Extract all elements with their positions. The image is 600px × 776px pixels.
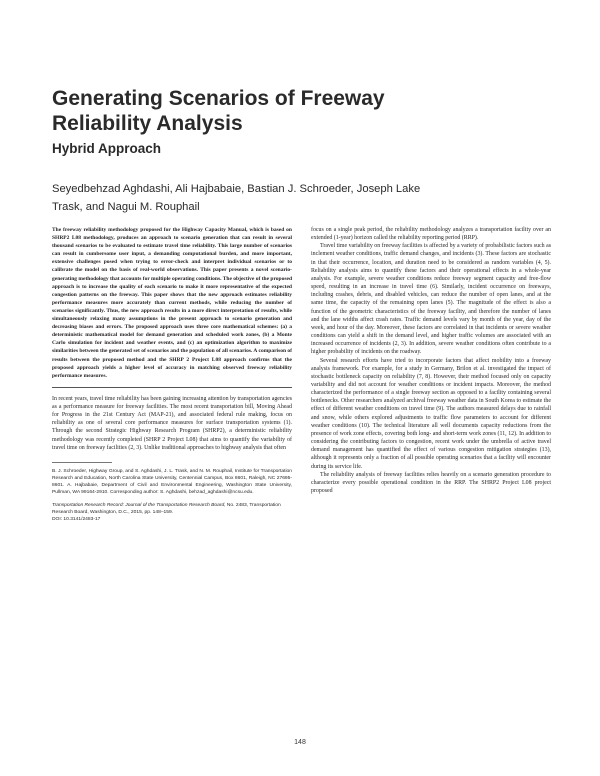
footnote-divider — [52, 462, 112, 463]
right-body — [311, 226, 551, 495]
author-affiliations: B. J. Schroeder, Highway Group, and S. Aghdashi, J. L. Trask, and N. M. Rouphail, Institute for Transportation Research and Education, North Carolina State University, Centennial Campus, Box 8601, Raleigh, NC 27695-8601. A. Hajbabaie, Department of Civil and Environmental Engineering, Washington State University, Pullman, WA 99164-2910. Corresponding author: S. Aghdashi, behzad_aghdashi@ncsu.edu. — [52, 468, 292, 496]
journal-citation — [52, 502, 292, 524]
body-paragraph: The reliability analysis of freeway facilities relies heavily on a scenario generation procedure to characterize every possible operational condition in the RRP. The SHRP2 Project L08 project proposed — [311, 471, 551, 494]
citation-journal: Transportation Research Record: Journal of the Transportation Research Board, — [52, 502, 226, 508]
page-number: 148 — [294, 739, 306, 746]
body-paragraph: In recent years, travel time reliability has been gaining increasing attention by transportation agencies as a performance measure for freeway facilities. The most recent transportation bill, Moving Ahead for Progress in the 21st Century Act (MAP-21), and associated federal rule making, focus on reliability as one of several core performance measures for surface transportation systems (1). Through the second Strategic Highway Research Program (SHRP2), a deterministic reliability methodology was recently completed (SHRP 2 Project L08) that aims to quantify the variability of travel time on freeway facilities (2, 3). Unlike traditional approaches to highway analysis that often — [52, 395, 292, 451]
body-paragraph: focus on a single peak period, the reliability methodology analyzes a transportation facility over an extended (1-year) horizon called the reliability reporting period (RRP). — [311, 227, 551, 242]
left-column — [52, 226, 292, 523]
body-paragraph: Travel time variability on freeway facilities is affected by a variety of probabilistic factors such as inclement weather conditions, traffic demand changes, and incidents (3). These factors are stochastic in that their occurrence, location, and duration need to be considered as random variables (4, 5). Reliability analysis aims to quantify these factors and their operational effects in a whole-year analysis. For example, severe weather conditions reduce freeway segment capacity and free-flow speed, resulting in an increase in travel time (6). Similarly, incident occurrence on freeways, including crashes, debris, and disabled vehicles, can reduce the number of open lanes, and at the same time, the capacity of the remaining open lanes (5). The magnitude of the effect is also a function of the geometric characteristics of the freeway facility, and therefore the number of lanes and the lane widths affect crash rates. Traffic demand levels vary by month of the year, day of the week, and hour of the day. Moreover, these factors are correlated in that incidents or severe weather conditions can yield a shift in the demand level, and higher traffic volumes are associated with an increased occurrence of incidents (2, 3). In addition, severe weather conditions often contribute to a higher probability of incidents on the roadway. — [311, 243, 551, 356]
article-title: Generating Scenarios of Freeway Reliability Analysis — [52, 87, 385, 135]
left-body — [52, 395, 292, 452]
citation-doi: DOI: 10.3141/2483-17 — [52, 517, 101, 523]
author-list: Seyedbehzad Aghdashi, Ali Hajbabaie, Bastian J. Schroeder, Joseph Lake Trask, and Nagui M. Rouphail — [52, 183, 421, 213]
body-paragraph: Several research efforts have tried to incorporate factors that affect mobility into a freeway analysis framework. For example, for a study in Germany, Brilon et al. investigated the impact of stochastic bottleneck capacity on reliability (7, 8). However, their method focused only on capacity variability and did not account for weather conditions or incident impacts. Moreover, the method characterized the performance of a single freeway section as opposed to a facility containing several bottlenecks. Other researchers analyzed archival freeway weather data in South Korea to estimate the effect of different weather conditions on travel time (9). The authors measured delays due to rainfall and snow, while others explored adjustments to traffic flow parameters to account for different weather conditions (10). The technical literature all well documents capacity reductions from the presence of work zone effects, covering both long- and short-term work zones (11, 12). In addition to considering the contributing factors to congestion, recent work under the umbrella of active travel demand management has quantified the effect of various congestion mitigation strategies (13), although it represents only a fraction of all possible operating scenarios that a facility will encounter during its service life. — [311, 357, 551, 470]
abstract-divider — [52, 387, 292, 388]
right-column — [311, 226, 551, 495]
citation-details: No. 2483, Transportation Research Board, Washington, D.C., 2015, pp. 148–159. — [52, 502, 281, 515]
article-subtitle: Hybrid Approach — [52, 141, 162, 156]
abstract: The freeway reliability methodology proposed for the Highway Capacity Manual, which is based on SHRP2 L08 methodology, produces an approach to scenario generation that can result in several thousand scenarios to be evaluated to estimate travel time reliability. This large number of scenarios can result in cumbersome user input, a demanding computational burden, and more important, extensive challenges posed when trying to error-check and interpret individual scenarios or to calibrate the model on the basis of real-world observations. This paper presents a novel scenario-generating methodology that accounts for multiple operating conditions. The objective of the proposed approach is to increase the quality of each scenario to make it more representative of the expected congestion patterns on the freeway. This paper shows that the new approach estimates reliability performance measures more accurately than current methods, while reducing the number of scenarios significantly. Thus, the new approach results in a more direct interpretation of results, while simultaneously relaxing many assumptions in the present approach to scenario generation and decreasing biases and errors. The proposed approach uses three core mathematical schemes: (a) a deterministic mathematical model for demand generation and scheduled work zones, (b) a Monte Carlo simulation for incident and weather events, and (c) an optimization algorithm to maximize similarities between the generated set of scenarios and the population of all scenarios. A comparison of results between the proposed method and the SHRP 2 Project L08 approach confirms that the proposed approach yields a higher level of accuracy in matching observed freeway reliability performance measures. — [52, 227, 293, 379]
